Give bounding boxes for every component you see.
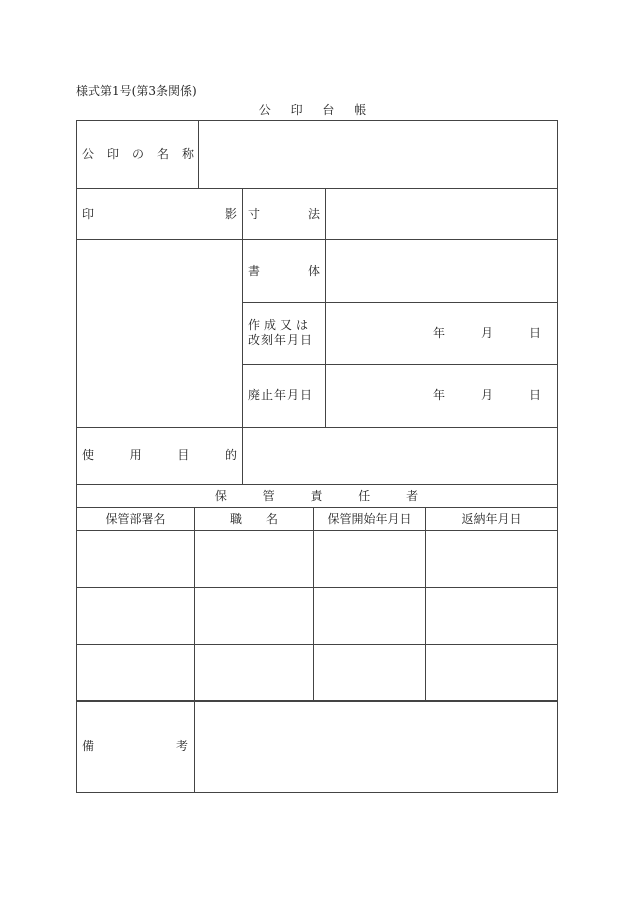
custodian-cell[interactable]	[313, 530, 426, 588]
custodian-cell[interactable]	[425, 587, 558, 645]
purpose-field[interactable]	[242, 427, 558, 485]
column-header-label: 保管部署名	[105, 512, 166, 526]
custodian-header: 保 管 責 任 者	[214, 489, 435, 503]
style-field[interactable]	[325, 239, 558, 303]
remarks-field[interactable]	[194, 700, 558, 793]
custodian-cell[interactable]	[194, 530, 314, 588]
style-label	[248, 264, 320, 278]
style-label-left: 書	[248, 264, 261, 278]
abolished-label: 廃止年月日	[248, 388, 314, 402]
custodian-column-header	[425, 507, 558, 531]
impression-field[interactable]	[76, 239, 243, 428]
created-day: 日	[529, 326, 542, 340]
custodian-cell[interactable]	[313, 644, 426, 702]
remarks-label-left: 備	[82, 739, 95, 753]
column-header-label: 返納年月日	[461, 512, 522, 526]
column-header-label: 保管開始年月日	[327, 512, 412, 526]
custodian-column-header	[313, 507, 426, 531]
custodian-cell[interactable]	[313, 587, 426, 645]
page-title: 公 印 台 帳	[258, 103, 375, 117]
created-label-line2: 改刻年月日	[248, 333, 314, 347]
abolished-day: 日	[529, 388, 542, 402]
created-year: 年	[433, 326, 446, 340]
impression-label-left: 印	[82, 207, 95, 221]
custodian-cell[interactable]	[425, 644, 558, 702]
impression-label	[82, 207, 237, 221]
custodian-cell[interactable]	[76, 587, 195, 645]
custodian-cell[interactable]	[76, 644, 195, 702]
impression-label-right: 影	[224, 207, 237, 221]
custodian-cell[interactable]	[425, 530, 558, 588]
column-header-label: 職 名	[229, 512, 278, 526]
style-label-right: 体	[307, 264, 320, 278]
purpose-label: 使用目的	[82, 448, 237, 462]
custodian-cell[interactable]	[194, 644, 314, 702]
abolished-month: 月	[481, 388, 494, 402]
created-month: 月	[481, 326, 494, 340]
size-label-right: 法	[307, 207, 320, 221]
size-label	[248, 207, 320, 221]
seal-name-field[interactable]	[198, 120, 558, 189]
form-label: 様式第1号(第3条関係)	[76, 84, 197, 98]
size-label-left: 寸	[248, 207, 261, 221]
custodian-column-header	[194, 507, 314, 531]
remarks-label	[82, 739, 188, 753]
remarks-label-right: 考	[175, 739, 188, 753]
custodian-cell[interactable]	[76, 530, 195, 588]
abolished-year: 年	[433, 388, 446, 402]
custodian-cell[interactable]	[194, 587, 314, 645]
custodian-column-header	[76, 507, 195, 531]
seal-name-label: 公印の名称	[82, 147, 194, 161]
created-label-line1: 作成又は	[248, 318, 313, 332]
size-field[interactable]	[325, 188, 558, 240]
